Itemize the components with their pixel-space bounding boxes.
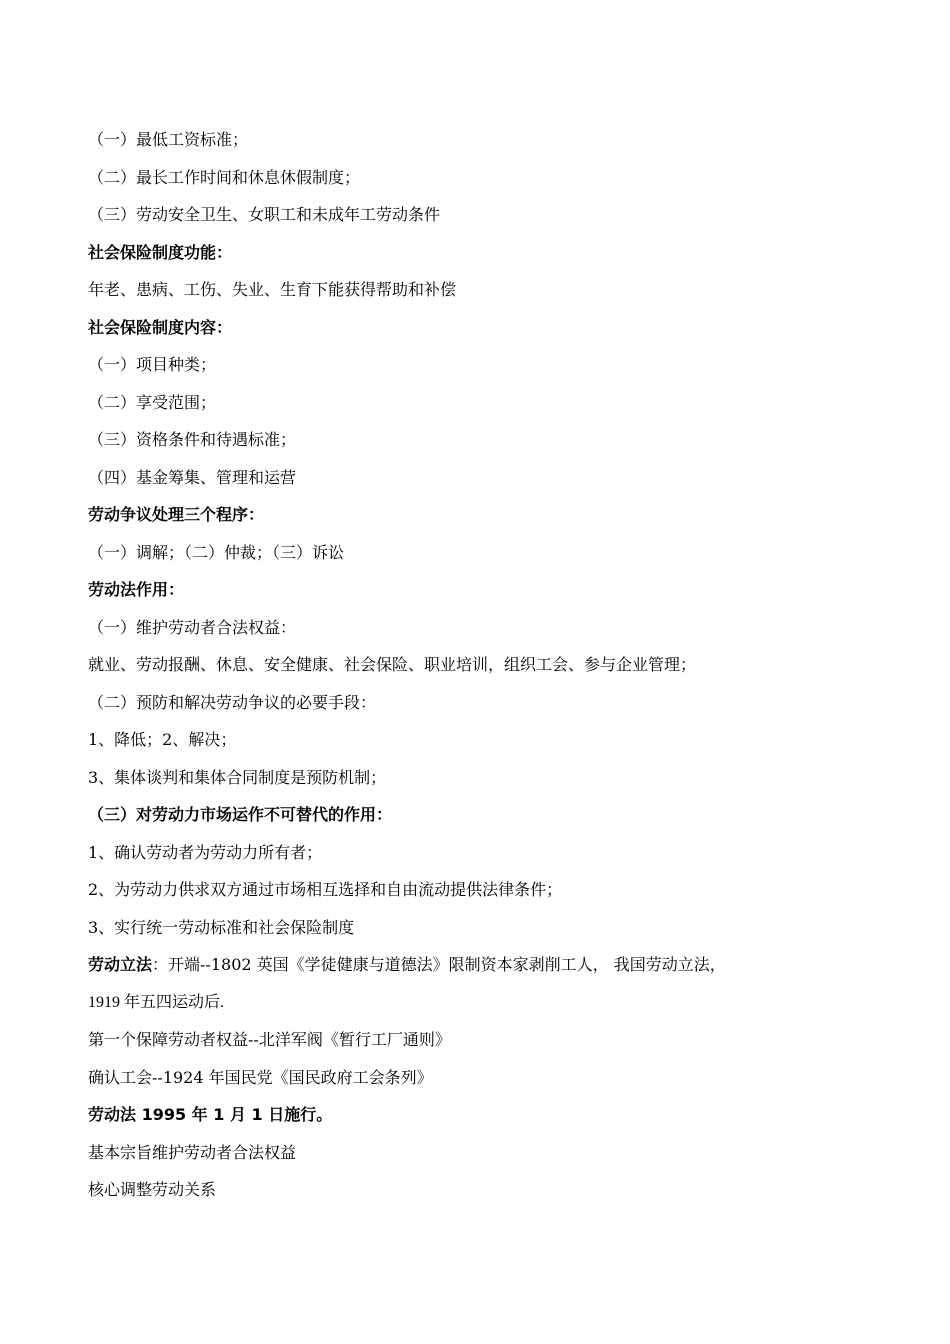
legislation-continuation: 1919 年五四运动后. bbox=[88, 993, 225, 1011]
text-line: 确认工会--1924 年国民党《国民政府工会条列》 bbox=[88, 1067, 433, 1087]
legislation-label: 劳动立法 bbox=[88, 955, 153, 974]
text-block-main bbox=[88, 121, 868, 946]
section-heading: （三）对劳动力市场运作不可替代的作用： bbox=[88, 805, 393, 824]
text-line: 第一个保障劳动者权益--北洋军阀《暂行工厂通则》 bbox=[88, 1030, 451, 1049]
text-line: 就业、劳动报酬、休息、安全健康、社会保险、职业培训，组织工会、参与企业管理； bbox=[88, 655, 697, 674]
text-line: （三）劳动安全卫生、女职工和未成年工劳动条件 bbox=[88, 205, 441, 224]
text-line: （一）调解；（二）仲裁；（三）诉讼 bbox=[88, 542, 345, 562]
text-block-after bbox=[88, 1021, 868, 1209]
text-line: （二）预防和解决劳动争议的必要手段： bbox=[88, 692, 377, 712]
section-heading: 劳动法 1995 年 1 月 1 日施行。 bbox=[88, 1105, 333, 1124]
text-line: （二）最长工作时间和休息休假制度； bbox=[88, 167, 361, 187]
text-line: 3、集体谈判和集体合同制度是预防机制； bbox=[88, 767, 387, 787]
text-line: （四）基金筹集、管理和运营 bbox=[88, 467, 297, 487]
text-line: 核心调整劳动关系 bbox=[88, 1180, 217, 1199]
text-line: （二）享受范围； bbox=[88, 392, 217, 412]
document-body bbox=[88, 121, 868, 1209]
text-line: （一）最低工资标准； bbox=[88, 130, 249, 149]
legislation-text: ：开端--1802 英国《学徒健康与道德法》限制资本家剥削工人， 我国劳动立法， bbox=[152, 955, 726, 974]
legislation-line bbox=[88, 946, 868, 984]
section-heading: 社会保险制度功能： bbox=[88, 242, 233, 262]
text-line: （一）维护劳动者合法权益： bbox=[88, 617, 297, 637]
text-line: 年老、患病、工伤、失业、生育下能获得帮助和补偿 bbox=[88, 280, 457, 299]
text-line: （三）资格条件和待遇标准； bbox=[88, 430, 297, 449]
text-line: 基本宗旨维护劳动者合法权益 bbox=[88, 1142, 297, 1162]
text-line: 1、确认劳动者为劳动力所有者； bbox=[88, 842, 323, 862]
text-line: 2、为劳动力供求双方通过市场相互选择和自由流动提供法律条件； bbox=[88, 880, 563, 899]
section-heading: 劳动法作用： bbox=[88, 580, 185, 599]
text-line: （一）项目种类； bbox=[88, 355, 217, 374]
text-line: 3、实行统一劳动标准和社会保险制度 bbox=[88, 917, 355, 937]
section-heading: 社会保险制度内容： bbox=[88, 317, 233, 337]
text-line: 1、降低；2、解决； bbox=[88, 730, 237, 749]
section-heading: 劳动争议处理三个程序： bbox=[88, 505, 265, 524]
